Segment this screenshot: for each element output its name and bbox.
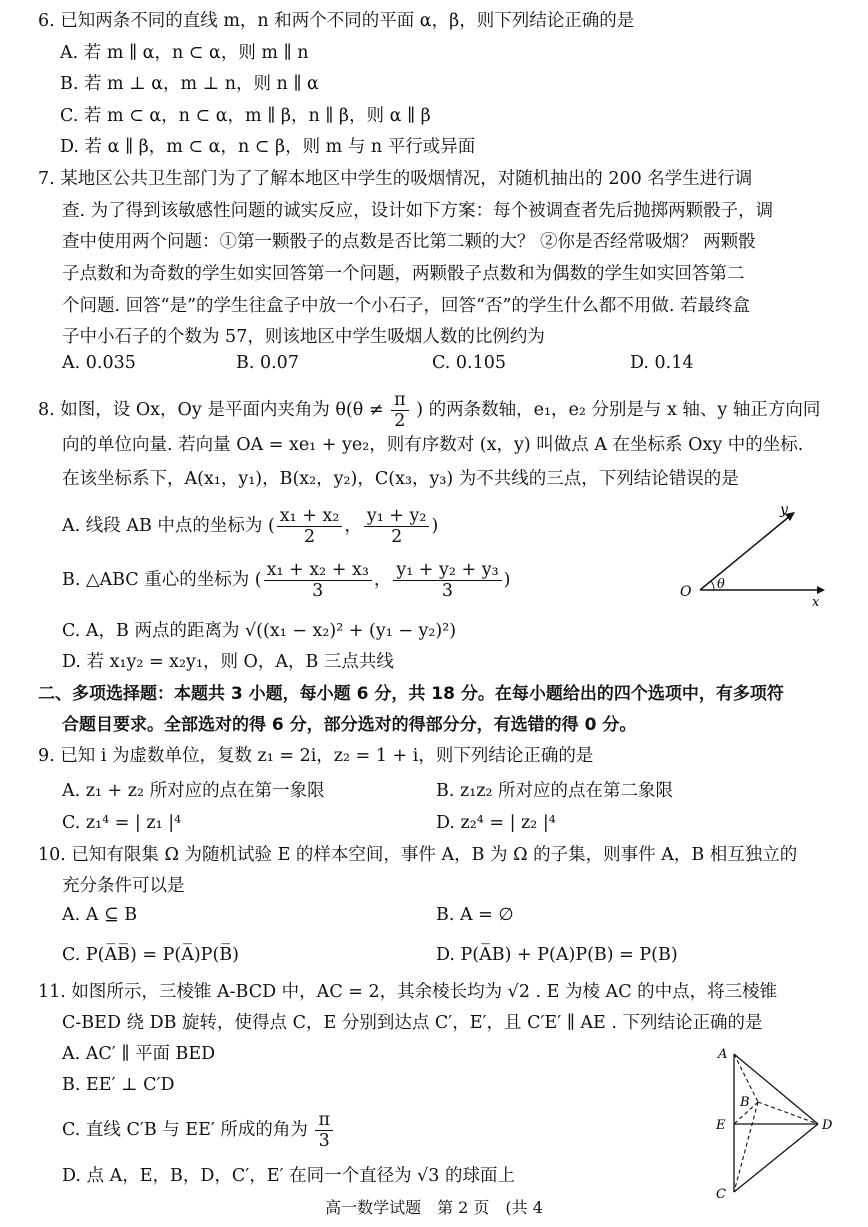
fraction-numerator: x₁ + x₂ + x₃ <box>264 560 372 581</box>
q8-option-d: D. 若 x₁y₂ = x₂y₁，则 O，A，B 三点共线 <box>62 652 394 672</box>
q11-stem-line-1: 11. 如图所示，三棱锥 A-BCD 中，AC = 2，其余棱长均为 √2 . E 为棱 AC 的中点，将三棱锥 <box>38 982 778 1002</box>
q10-stem-line-2: 充分条件可以是 <box>62 876 185 896</box>
fraction-denominator: 3 <box>441 581 454 601</box>
q9-option-c: C. z₁⁴ = | z₁ |⁴ <box>62 813 182 833</box>
q10-option-a: A. A ⊆ B <box>62 905 138 925</box>
fraction-denominator: 3 <box>312 581 324 601</box>
point-a-label: A <box>718 1047 728 1062</box>
q9-option-b: B. z₁z₂ 所对应的点在第二象限 <box>436 781 674 801</box>
q8-option-c: C. A，B 两点的距离为 √((x₁ − x₂)² + (y₁ − y₂)²) <box>62 621 457 641</box>
q8-option-b-label: B. △ABC 重心的坐标为 ( <box>62 570 262 590</box>
q8-option-a <box>62 503 438 549</box>
q8-option-a-label: A. 线段 AB 中点的坐标为 ( <box>62 516 275 536</box>
page-footer: 高一数学试题 第 2 页 (共 4 <box>325 1198 543 1217</box>
x-axis-label: x <box>812 595 820 610</box>
oblique-axes-figure <box>672 500 832 610</box>
q8-a-fraction-y <box>364 506 430 547</box>
q10-option-c: C. P(A̅B̅) = P(A̅)P(B̅) <box>62 945 239 965</box>
q10-option-d: D. P(A̅B) + P(A)P(B) = P(B) <box>436 945 678 965</box>
q10-option-b: B. A = ∅ <box>436 905 514 925</box>
edge-bd-hidden <box>758 1102 818 1124</box>
fraction-numerator: π <box>315 1110 333 1131</box>
q11-option-d: D. 点 A，E，B，D，C′，E′ 在同一个直径为 √3 的球面上 <box>62 1166 515 1186</box>
origin-label: O <box>680 584 692 600</box>
comma: ， <box>344 516 362 536</box>
q7-stem-line-2: 查. 为了得到该敏感性问题的诚实反应，设计如下方案：每个被调查者先后抛掷两颗骰子，调 <box>62 201 774 221</box>
fraction-denominator: 2 <box>394 411 406 431</box>
q7-option-d: D. 0.14 <box>630 353 694 373</box>
q11-stem-line-2: C-BED 绕 DB 旋转，使得点 C，E 分别到达点 C′，E′，且 C′E′ ∥ AE . 下列结论正确的是 <box>62 1013 763 1033</box>
fraction-numerator: π <box>391 390 409 411</box>
fraction-numerator: y₁ + y₂ <box>364 506 430 527</box>
fraction-numerator: x₁ + x₂ <box>277 506 343 527</box>
q11-option-b: B. EE′ ⊥ C′D <box>62 1075 175 1095</box>
q8-stem-text-a: 8. 如图，设 Ox，Oy 是平面内夹角为 θ(θ ≠ <box>38 400 384 420</box>
q11-option-a: A. AC′ ∥ 平面 BED <box>62 1044 216 1064</box>
q7-stem-line-4: 子点数和为奇数的学生如实回答第一个问题，两颗骰子点数和为偶数的学生如实回答第二 <box>62 264 745 284</box>
section-2-heading-line-2: 合题目要求。全部选对的得 6 分，部分选对的得部分分，有选错的得 0 分。 <box>62 715 637 735</box>
q6-option-c: C. 若 m ⊂ α，n ⊂ α，m ∥ β，n ∥ β，则 α ∥ β <box>60 106 431 126</box>
q11-option-c-label: C. 直线 C′B 与 EE′ 所成的角为 <box>62 1120 308 1140</box>
q11-option-c <box>62 1108 335 1152</box>
edge-bc-hidden <box>734 1102 758 1192</box>
q9-option-a: A. z₁ + z₂ 所对应的点在第一象限 <box>62 781 325 801</box>
q11-pi-over-3 <box>315 1110 333 1151</box>
fraction-numerator: y₁ + y₂ + y₃ <box>393 560 501 581</box>
q9-stem: 9. 已知 i 为虚数单位，复数 z₁ = 2i，z₂ = 1 + i，则下列结论正确的是 <box>38 746 594 766</box>
edge-ad <box>734 1054 818 1124</box>
x-axis-arrow-icon <box>817 586 825 594</box>
q9-option-d: D. z₂⁴ = | z₂ |⁴ <box>436 813 556 833</box>
q6-option-b: B. 若 m ⊥ α，m ⊥ n，则 n ∥ α <box>60 74 319 94</box>
q7-option-b: B. 0.07 <box>236 353 299 373</box>
q8-stem-text-b: ) 的两条数轴，e₁，e₂ 分别是与 x 轴、y 轴正方向同 <box>416 400 821 420</box>
fraction-denominator: 2 <box>303 527 316 547</box>
q6-option-d: D. 若 α ∥ β，m ⊂ α，n ⊂ β，则 m 与 n 平行或异面 <box>60 137 476 157</box>
q7-stem-line-1: 7. 某地区公共卫生部门为了了解本地区中学生的吸烟情况，对随机抽出的 200 名学生进行调 <box>38 169 753 189</box>
fraction-denominator: 3 <box>318 1131 330 1151</box>
angle-arc <box>711 581 714 590</box>
q10-stem-line-1: 10. 已知有限集 Ω 为随机试验 E 的样本空间，事件 A，B 为 Ω 的子集，则事件 A，B 相互独立的 <box>38 845 798 865</box>
q8-stem-line-1 <box>38 390 820 431</box>
q8-option-b <box>62 557 510 603</box>
theta-label: θ <box>717 577 725 592</box>
q7-option-c: C. 0.105 <box>432 353 506 373</box>
point-e-label: E <box>716 1118 726 1133</box>
point-c-label: C <box>716 1187 726 1200</box>
q6-stem: 6. 已知两条不同的直线 m，n 和两个不同的平面 α，β，则下列结论正确的是 <box>38 11 635 31</box>
q8-stem-line-3: 在该坐标系下，A(x₁，y₁)，B(x₂，y₂)，C(x₃，y₃) 为不共线的三点，下列结论错误的是 <box>62 469 739 489</box>
right-paren: ) <box>431 516 439 536</box>
right-paren: ) <box>503 570 511 590</box>
q8-b-fraction-x <box>264 560 372 601</box>
q6-option-a: A. 若 m ∥ α，n ⊂ α，则 m ∥ n <box>60 43 309 63</box>
section-2-heading-line-1: 二、多项选择题：本题共 3 小题，每小题 6 分，共 18 分。在每小题给出的四个选项中，有多项符 <box>38 684 784 704</box>
tetrahedron-figure <box>708 1040 838 1200</box>
comma: ， <box>373 570 392 590</box>
point-b-label: B <box>740 1095 750 1110</box>
y-axis <box>700 516 790 590</box>
q7-stem-line-5: 个问题. 回答“是”的学生往盒子中放一个小石子，回答“否”的学生什么都不用做. 若最终盒 <box>62 296 751 316</box>
q7-stem-line-6: 子中小石子的个数为 57，则该地区中学生吸烟人数的比例约为 <box>62 327 545 347</box>
edge-cd <box>734 1124 818 1192</box>
q8-a-fraction-x <box>277 506 343 547</box>
q8-pi-over-2 <box>391 390 409 431</box>
q7-stem-line-3: 查中使用两个问题：①第一颗骰子的点数是否比第二颗的大？ ②你是否经常吸烟？ 两颗骰 <box>62 232 756 252</box>
point-d-label: D <box>822 1118 833 1133</box>
q8-stem-line-2: 向的单位向量. 若向量 OA = xe₁ + ye₂，则有序数对 (x，y) 叫做点 A 在坐标系 Oxy 中的坐标. <box>62 435 804 455</box>
fraction-denominator: 2 <box>391 527 403 547</box>
q8-b-fraction-y <box>393 560 501 601</box>
y-axis-label: y <box>780 502 788 518</box>
q7-option-a: A. 0.035 <box>62 353 136 373</box>
